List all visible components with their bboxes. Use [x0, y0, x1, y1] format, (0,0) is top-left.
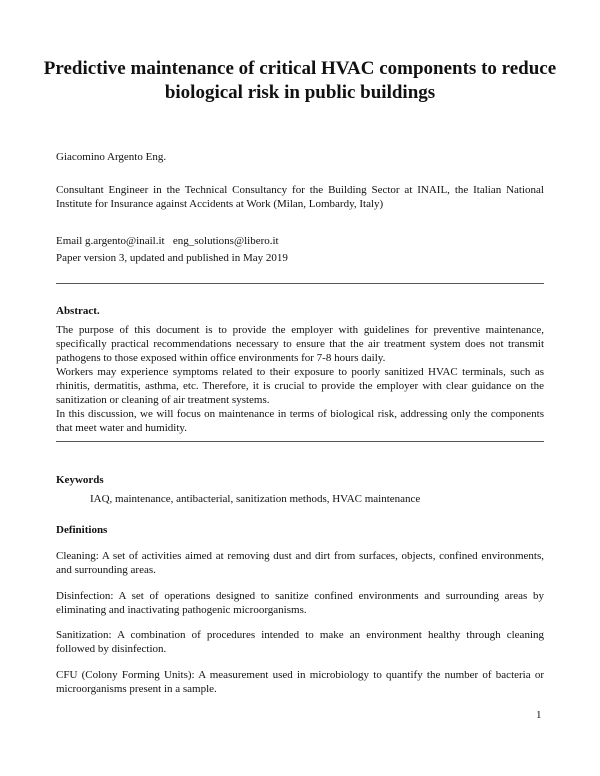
abstract-paragraph: The purpose of this document is to provide the employer with guidelines for preventive maintenance, specifically practical recommendations necessary to ensure that the air treatment system does not transmit pathogens to those exposed within office environments for 7-8 hours daily.: [56, 324, 544, 364]
definition-item: Sanitization: A combination of procedures intended to make an environment healthy through cleaning followed by disinfection.: [56, 629, 544, 655]
abstract-paragraph: Workers may experience symptoms related to their exposure to poorly sanitized HVAC terminals, such as rhinitis, dermatitis, asthma, etc. Therefore, it is crucial to provide the employer with clear guidance on the sanitization or cleaning of air treatment systems.: [56, 366, 544, 406]
abstract-paragraph: In this discussion, we will focus on maintenance in terms of biological risk, addressing only the components that meet water and humidity.: [56, 408, 544, 434]
definition-item: Disinfection: A set of operations designed to sanitize confined environments and surrounding areas by eliminating and inactivating pathogenic microorganisms.: [56, 590, 544, 616]
keywords-list: IAQ, maintenance, antibacterial, sanitization methods, HVAC maintenance: [90, 493, 421, 505]
definition-item: Cleaning: A set of activities aimed at removing dust and dirt from surfaces, objects, confined environments, and surrounding areas.: [56, 550, 544, 576]
author-email: Email g.argento@inail.it eng_solutions@libero.it: [56, 235, 279, 247]
author-affiliation: Consultant Engineer in the Technical Consultancy for the Building Sector at INAIL, the Italian National Institute for Insurance against Accidents at Work (Milan, Lombardy, Italy): [56, 184, 544, 210]
abstract-bottom-rule: [56, 441, 544, 442]
author-name: Giacomino Argento Eng.: [56, 151, 167, 163]
abstract-heading: Abstract.: [56, 305, 100, 317]
paper-version: Paper version 3, updated and published in May 2019: [56, 252, 288, 264]
definitions-heading: Definitions: [56, 524, 108, 536]
definition-item: CFU (Colony Forming Units): A measurement used in microbiology to quantify the number of bacteria or microorganisms present in a sample.: [56, 669, 544, 695]
abstract-body: [56, 323, 544, 435]
paper-title: Predictive maintenance of critical HVAC components to reduce biological risk in public buildings: [43, 58, 557, 103]
page-number: 1: [536, 709, 542, 721]
keywords-heading: Keywords: [56, 474, 104, 486]
abstract-top-rule: [56, 283, 544, 284]
